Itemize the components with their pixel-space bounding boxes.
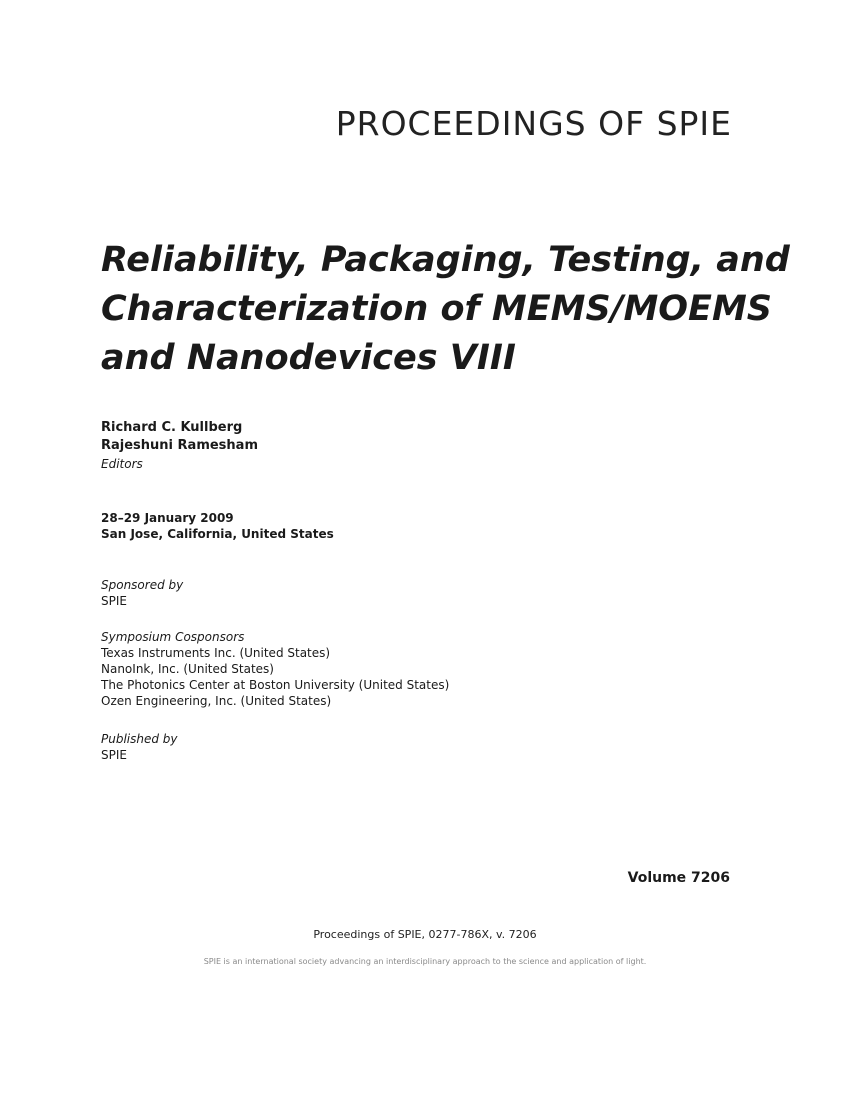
title-line-2: Characterization of MEMS/MOEMS [101, 289, 772, 329]
sponsor-name: SPIE [101, 594, 127, 608]
sponsored-by-label: Sponsored by [101, 578, 184, 592]
title-line-3: and Nanodevices VIII [101, 338, 516, 378]
publisher-name: SPIE [101, 748, 127, 762]
editor-name-1: Richard C. Kullberg [101, 420, 243, 435]
editor-name-2: Rajeshuni Ramesham [101, 438, 258, 453]
cosponsors-label: Symposium Cosponsors [101, 630, 245, 644]
cosponsor-item: The Photonics Center at Boston University (United States) [101, 678, 450, 692]
volume-number: Volume 7206 [627, 870, 730, 886]
published-by-block [101, 731, 178, 763]
editors-label: Editors [101, 457, 143, 471]
published-by-label: Published by [101, 732, 178, 746]
title-line-1: Reliability, Packaging, Testing, and [101, 240, 790, 280]
footer-tagline: SPIE is an international society advancing an interdisciplinary approach to the science and application of light. [203, 957, 647, 966]
sponsored-by-block [101, 577, 183, 609]
cosponsor-item: Ozen Engineering, Inc. (United States) [101, 694, 332, 708]
cosponsor-item: NanoInk, Inc. (United States) [101, 662, 274, 676]
conference-info [101, 510, 334, 542]
conference-location: San Jose, California, United States [101, 527, 334, 541]
cosponsor-item: Texas Instruments Inc. (United States) [101, 646, 331, 660]
editors-block [101, 419, 258, 473]
series-title: PROCEEDINGS OF SPIE [335, 104, 732, 143]
issn-line: Proceedings of SPIE, 0277-786X, v. 7206 [313, 928, 537, 941]
conference-dates: 28–29 January 2009 [101, 511, 234, 525]
cosponsors-block [101, 629, 449, 709]
proceedings-title [101, 236, 790, 383]
